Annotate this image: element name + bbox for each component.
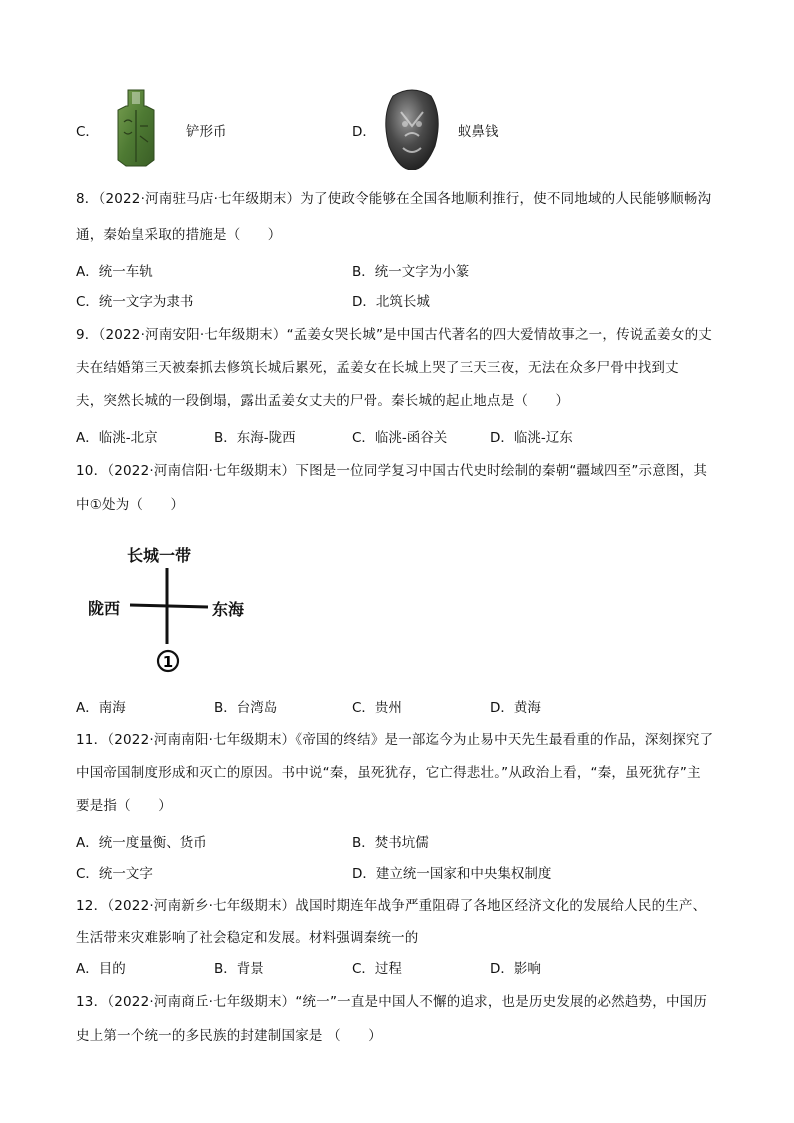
q7-option-d-label: D． <box>352 124 376 140</box>
q7-option-d-text: 蚁鼻钱 <box>458 124 499 140</box>
q8-option-a: A．统一车轨 <box>76 264 153 280</box>
q13-stem-line-2: 史上第一个统一的多民族的封建制国家是 （ ） <box>76 1028 382 1044</box>
q9-stem-line-1: 9．（2022·河南安阳·七年级期末）“孟姜女哭长城”是中国古代著名的四大爱情故事之一，传说孟姜女的丈 <box>76 327 712 343</box>
diagram-west-label: 陇西 <box>88 599 121 618</box>
diagram-horizontal-axis <box>130 605 208 607</box>
q12-stem-line-2: 生活带来灾难影响了社会稳定和发展。材料强调秦统一的 <box>76 930 419 946</box>
q11-stem-line-2: 中国帝国制度形成和灭亡的原因。书中说“秦，虽死犹存，它亡得悲壮。”从政治上看，“秦，虽死犹存”主 <box>76 765 701 781</box>
q12-option-d: D．影响 <box>490 961 541 977</box>
q9-option-d: D．临洮-辽东 <box>490 430 573 446</box>
q10-option-a: A．南海 <box>76 700 126 716</box>
diagram-south-label: 1 <box>162 653 174 671</box>
q9-option-c: C．临洮-函谷关 <box>352 430 448 446</box>
q10-option-d: D．黄海 <box>490 700 541 716</box>
q7-option-c-label: C． <box>76 124 99 140</box>
q13-stem-line-1: 13．（2022·河南商丘·七年级期末）“统一”一直是中国人不懈的追求，也是历史发展的必然趋势，中国历 <box>76 994 708 1010</box>
q11-option-c: C．统一文字 <box>76 866 153 882</box>
q9-option-b: B．东海-陇西 <box>214 430 296 446</box>
q9-option-a: A．临洮-北京 <box>76 430 158 446</box>
q7-option-c-text: 铲形币 <box>186 124 227 140</box>
q11-option-d: D．建立统一国家和中央集权制度 <box>352 866 552 882</box>
q8-stem-line-1: 8．（2022·河南驻马店·七年级期末）为了使政令能够在全国各地顺利推行，使不同地域的人民能够顺畅沟 <box>76 191 712 207</box>
ant-nose-coin-image <box>381 86 443 170</box>
diagram-north-label: 长城一带 <box>127 546 192 565</box>
q8-option-c: C．统一文字为隶书 <box>76 294 194 310</box>
q8-stem-line-2: 通，秦始皇采取的措施是（ ） <box>76 227 282 243</box>
q8-option-b: B．统一文字为小篆 <box>352 264 470 280</box>
spade-coin-image <box>110 88 162 168</box>
q12-stem-line-1: 12．（2022·河南新乡·七年级期末）战国时期连年战争严重阻碍了各地区经济文化的发展给人民的生产、 <box>76 898 707 914</box>
q9-stem-line-3: 夫，突然长城的一段倒塌，露出孟姜女丈夫的尸骨。秦长城的起止地点是（ ） <box>76 393 570 409</box>
q10-stem-line-1: 10．（2022·河南信阳·七年级期末）下图是一位同学复习中国古代史时绘制的秦朝“疆域四至”示意图，其 <box>76 463 708 479</box>
q12-option-b: B．背景 <box>214 961 264 977</box>
q9-stem-line-2: 夫在结婚第三天被秦抓去修筑长城后累死，孟姜女在长城上哭了三天三夜，无法在众多尸骨中找到丈 <box>76 360 679 376</box>
q10-option-c: C．贵州 <box>352 700 402 716</box>
diagram-east-label: 东海 <box>212 600 245 619</box>
q11-stem-line-3: 要是指（ ） <box>76 798 172 814</box>
q11-stem-line-1: 11．（2022·河南南阳·七年级期末）《帝国的终结》是一部迄今为止易中天先生最看重的作品，深刻探究了 <box>76 732 714 748</box>
q12-option-c: C．过程 <box>352 961 402 977</box>
q8-option-d: D．北筑长城 <box>352 294 430 310</box>
q10-option-b: B．台湾岛 <box>214 700 278 716</box>
q10-stem-line-2: 中①处为（ ） <box>76 497 185 513</box>
q11-option-b: B．焚书坑儒 <box>352 835 429 851</box>
q11-option-a: A．统一度量衡、货币 <box>76 835 207 851</box>
q12-option-a: A．目的 <box>76 961 126 977</box>
